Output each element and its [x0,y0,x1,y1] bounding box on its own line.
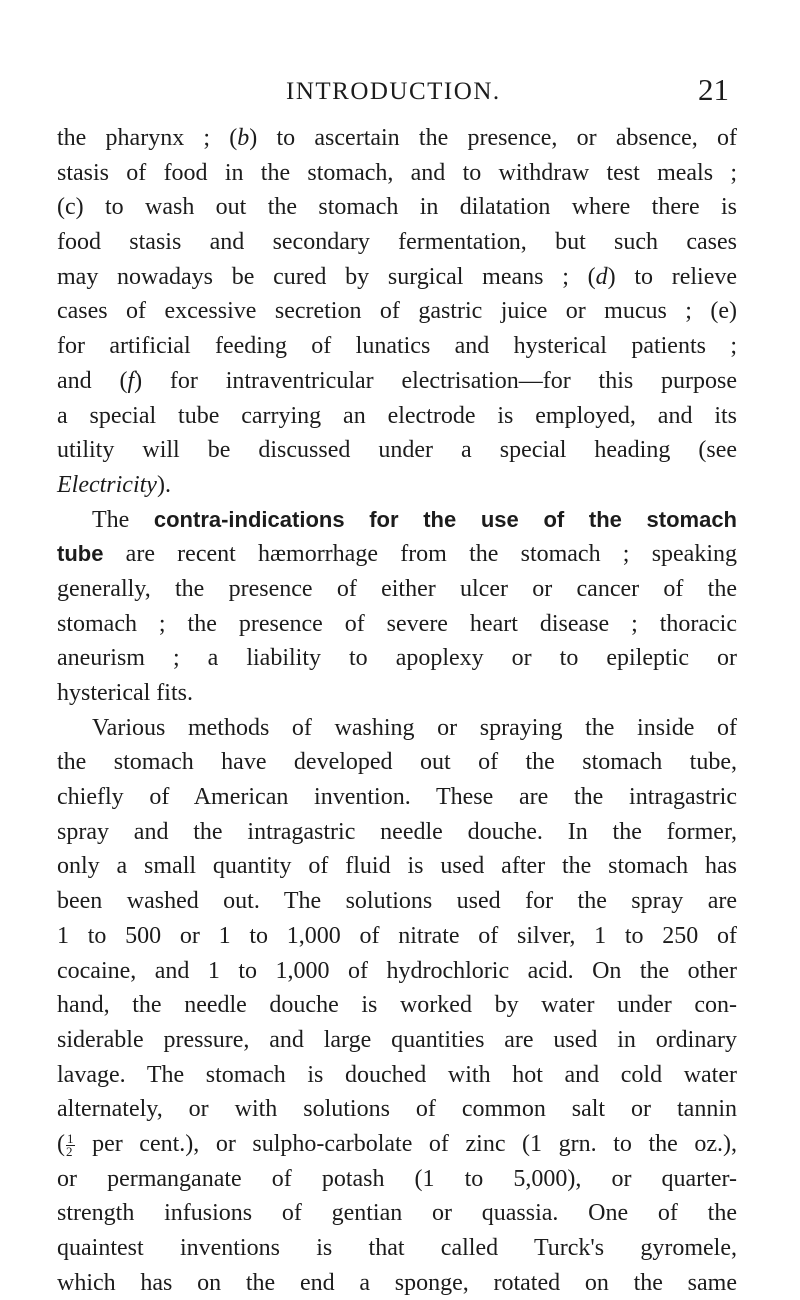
text-line: Electricity). [57,471,171,498]
text-line: stomach ; the presence of severe heart disease ; thoracic [57,610,737,637]
text-line: 1 to 500 or 1 to 1,000 of nitrate of silver, 1 to 250 of [57,922,737,949]
text-line: generally, the presence of either ulcer or cancer of the [57,575,737,602]
text-line: The contra-indications for the use of the stomach [92,506,737,533]
text-line: (c) to wash out the stomach in dilatation where there is [57,194,737,221]
text-line: ( $\frac{1}{2}$ per cent.), or sulpho-carbolate of zinc (1 grn. to the oz.), [57,1130,737,1159]
text-line: may nowadays be cured by surgical means ; (d) to relieve [57,263,737,290]
text-line: cocaine, and 1 to 1,000 of hydrochloric acid. On the other [57,957,737,984]
text-line: been washed out. The solutions used for the spray are [57,888,737,915]
text-line: quaintest inventions is that called Turck's gyromele, [57,1235,737,1261]
text-line: lavage. The stomach is douched with hot and cold water [57,1061,737,1088]
text-line: tube are recent hæmorrhage from the stomach ; speaking [57,541,737,568]
text-line: alternately, or with solutions of common salt or tannin [57,1096,737,1123]
text-line: food stasis and secondary fermentation, but such cases [57,229,737,256]
text-line: or permanganate of potash (1 to 5,000), or quarter- [57,1165,737,1192]
text-line: the pharynx ; (b) to ascertain the presence, or absence, of [57,125,737,151]
text-line: only a small quantity of fluid is used after the stomach has [57,853,737,880]
running-title: INTRODUCTION. [286,78,501,105]
text-line: for artificial feeding of lunatics and hysterical patients ; [57,333,737,360]
text-line: aneurism ; a liability to apoplexy or to epileptic or [57,645,737,672]
text-line: utility will be discussed under a special heading (see [57,437,737,464]
body-text [57,121,737,1300]
text-line: strength infusions of gentian or quassia. One of the [57,1200,737,1227]
text-line: hysterical fits. [57,680,193,706]
text-line: siderable pressure, and large quantities are used in ordinary [57,1026,737,1053]
text-line: and (f) for intraventricular electrisation—for this purpose [57,367,737,394]
text-line: chiefly of American invention. These are the intragastric [57,784,737,811]
text-line: Various methods of washing or spraying the inside of [92,714,737,741]
text-line: hand, the needle douche is worked by water under con- [57,992,737,1019]
text-line: a special tube carrying an electrode is employed, and its [57,402,737,429]
page-number: 21 [698,72,729,107]
text-line: which has on the end a sponge, rotated on the same [57,1269,737,1296]
fraction-half: $\frac{1}{2}$ [66,1130,74,1159]
text-line: the stomach have developed out of the stomach tube, [57,749,737,776]
text-line: stasis of food in the stomach, and to withdraw test meals ; [57,159,737,186]
text-line: spray and the intragastric needle douche. In the former, [57,818,737,845]
text-line: cases of excessive secretion of gastric juice or mucus ; (e) [57,298,737,325]
